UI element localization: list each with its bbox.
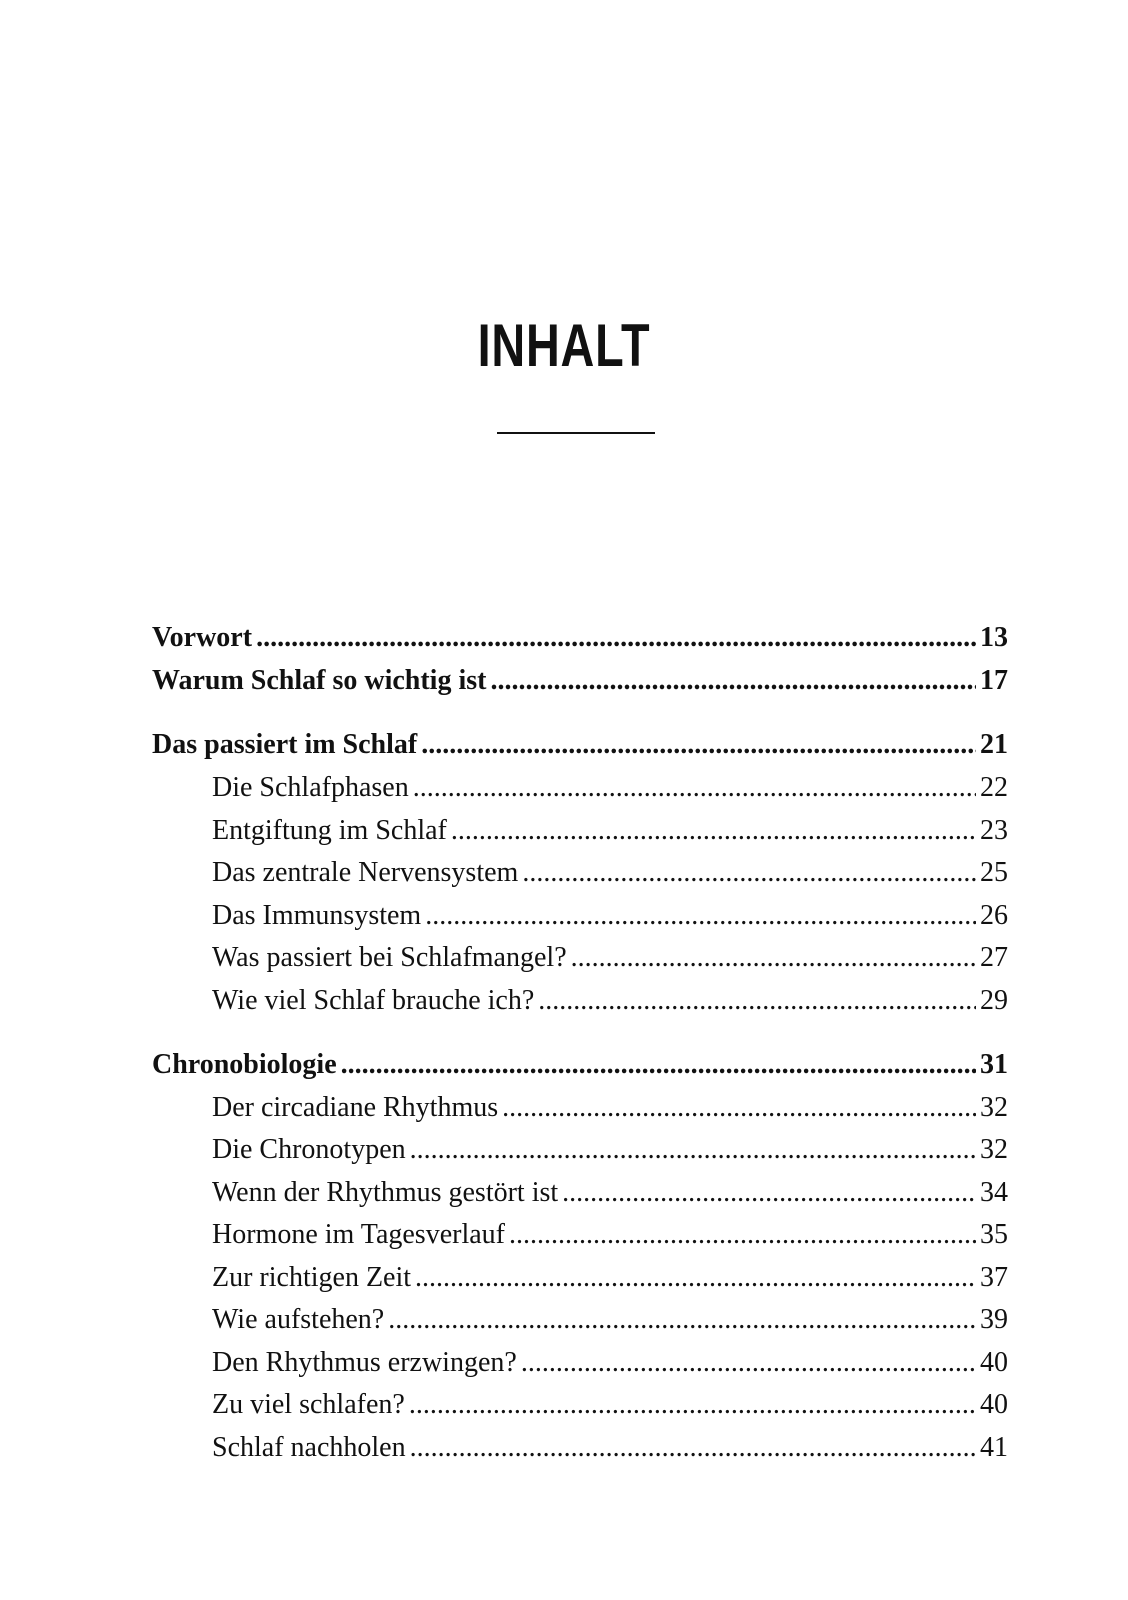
toc-leader-dots [409,1385,976,1425]
toc-entry-label: Vorwort [152,622,253,653]
toc-leader-dots [521,1343,976,1383]
toc-leader-dots [538,981,976,1021]
toc-entry-schlaf-nachholen[interactable] [212,1428,1008,1468]
toc-leader-dots [490,661,976,701]
title-underline [497,432,655,434]
toc-leader-dots [413,768,976,808]
toc-entry-label: Das passiert im Schlaf [152,729,418,760]
toc-entry-label: Schlaf nachholen [212,1432,406,1463]
toc-leader-dots [502,1088,976,1128]
toc-entry-label: Hormone im Tagesverlauf [212,1219,505,1250]
toc-page-number: 40 [980,1347,1008,1378]
toc-leader-dots [571,938,976,978]
toc-leader-dots [388,1300,976,1340]
toc-entry-rhythmus-erzwingen[interactable] [212,1343,1008,1383]
toc-entry-schlafphasen[interactable] [212,768,1008,808]
page-title: INHALT [477,312,651,379]
toc-page-number: 32 [980,1134,1008,1165]
toc-entry-richtige-zeit[interactable] [212,1258,1008,1298]
toc-leader-dots [410,1130,976,1170]
toc-page-number: 13 [980,622,1008,653]
toc-entry-label: Wie aufstehen? [212,1304,385,1335]
toc-entry-zu-viel-schlafen[interactable] [212,1385,1008,1425]
toc-entry-label: Warum Schlaf so wichtig ist [152,665,487,696]
toc-page-number: 39 [980,1304,1008,1335]
toc-page-number: 26 [980,900,1008,931]
toc-entry-chronobiologie[interactable] [152,1045,1008,1085]
toc-page-number: 22 [980,772,1008,803]
toc-entry-label: Chronobiologie [152,1049,337,1080]
toc-page-number: 31 [980,1049,1008,1080]
toc-leader-dots [451,811,976,851]
toc-entry-label: Die Schlafphasen [212,772,409,803]
toc-page-number: 35 [980,1219,1008,1250]
toc-page-number: 23 [980,815,1008,846]
toc-page-number: 27 [980,942,1008,973]
toc-page-number: 32 [980,1092,1008,1123]
toc-entry-schlafmangel[interactable] [212,938,1008,978]
toc-entry-label: Wie viel Schlaf brauche ich? [212,985,535,1016]
toc-entry-label: Das zentrale Nervensystem [212,857,519,888]
toc-entry-label: Das Immunsystem [212,900,422,931]
toc-page-number: 25 [980,857,1008,888]
toc-entry-aufstehen[interactable] [212,1300,1008,1340]
toc-entry-label: Zur richtigen Zeit [212,1262,412,1293]
toc-entry-vorwort[interactable] [152,618,1008,658]
toc-entry-immunsystem[interactable] [212,896,1008,936]
toc-entry-warum-schlaf[interactable] [152,661,1008,701]
toc-entry-circadiane-rhythmus[interactable] [212,1088,1008,1128]
toc-leader-dots [421,725,976,765]
toc-entry-label: Wenn der Rhythmus gestört ist [212,1177,559,1208]
toc-page-number: 41 [980,1432,1008,1463]
toc-entry-label: Zu viel schlafen? [212,1389,405,1420]
toc-leader-dots [341,1045,976,1085]
toc-page-number: 34 [980,1177,1008,1208]
toc-entry-entgiftung[interactable] [212,811,1008,851]
toc-leader-dots [425,896,976,936]
toc-leader-dots [522,853,976,893]
toc-leader-dots [509,1215,976,1255]
toc-entry-nervensystem[interactable] [212,853,1008,893]
toc-entry-label: Entgiftung im Schlaf [212,815,447,846]
toc-page-number: 29 [980,985,1008,1016]
toc-page-number: 40 [980,1389,1008,1420]
toc-leader-dots [410,1428,976,1468]
toc-page-number: 17 [980,665,1008,696]
toc-page-number: 21 [980,729,1008,760]
toc-leader-dots [256,618,976,658]
toc-entry-label: Den Rhythmus erzwingen? [212,1347,517,1378]
toc-entry-wie-viel-schlaf[interactable] [212,981,1008,1021]
toc-entry-rhythmus-gestoert[interactable] [212,1173,1008,1213]
toc-leader-dots [415,1258,976,1298]
toc-leader-dots [562,1173,976,1213]
toc-entry-label: Die Chronotypen [212,1134,406,1165]
toc-page-number: 37 [980,1262,1008,1293]
toc-entry-label: Was passiert bei Schlafmangel? [212,942,567,973]
toc-entry-chronotypen[interactable] [212,1130,1008,1170]
toc-entry-das-passiert[interactable] [152,725,1008,765]
toc-entry-label: Der circadiane Rhythmus [212,1092,499,1123]
toc-entry-hormone[interactable] [212,1215,1008,1255]
